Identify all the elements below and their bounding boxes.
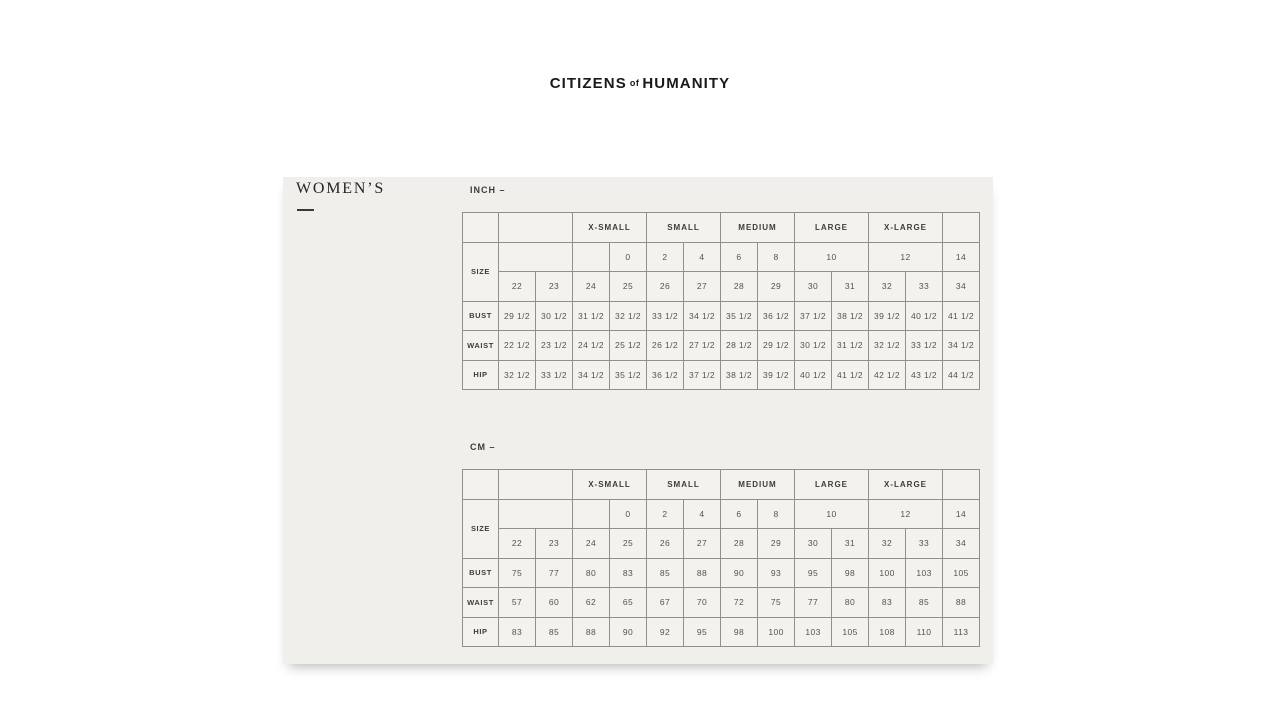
size-group-header: X-SMALL <box>573 213 647 243</box>
waist-value-cell: 67 <box>647 588 684 618</box>
hip-value-cell: 34 1/2 <box>573 360 610 390</box>
size-group-header: LARGE <box>795 470 869 500</box>
numeric-size-cell: 32 <box>869 272 906 302</box>
bust-row-label: BUST <box>463 558 499 588</box>
hip-value-cell: 95 <box>684 617 721 647</box>
numeric-size-cell: 30 <box>795 272 832 302</box>
hip-value-cell: 85 <box>536 617 573 647</box>
bust-value-cell: 35 1/2 <box>721 301 758 331</box>
hip-value-cell: 40 1/2 <box>795 360 832 390</box>
bust-value-cell: 41 1/2 <box>943 301 980 331</box>
bust-value-cell: 30 1/2 <box>536 301 573 331</box>
bust-value-cell: 40 1/2 <box>906 301 943 331</box>
waist-value-cell: 77 <box>795 588 832 618</box>
size-group-header: MEDIUM <box>721 470 795 500</box>
hip-value-cell: 37 1/2 <box>684 360 721 390</box>
bust-value-cell: 103 <box>906 558 943 588</box>
waist-value-cell: 88 <box>943 588 980 618</box>
waist-value-cell: 24 1/2 <box>573 331 610 361</box>
waist-value-cell: 23 1/2 <box>536 331 573 361</box>
numeric-size-cell: 34 <box>943 529 980 559</box>
inch-section-label: INCH – <box>470 185 506 195</box>
hip-row-label: HIP <box>463 617 499 647</box>
size-chart-table <box>462 212 980 390</box>
bust-value-cell: 37 1/2 <box>795 301 832 331</box>
size-group-header: SMALL <box>647 470 721 500</box>
numeric-size-cell: 24 <box>573 529 610 559</box>
size-row-label: SIZE <box>463 242 499 301</box>
waist-value-cell: 34 1/2 <box>943 331 980 361</box>
hip-value-cell: 113 <box>943 617 980 647</box>
bust-value-cell: 36 1/2 <box>758 301 795 331</box>
numeric-size-cell: 22 <box>499 272 536 302</box>
size-group-header: LARGE <box>795 213 869 243</box>
numeric-size-cell: 27 <box>684 272 721 302</box>
empty-group-header <box>499 470 573 500</box>
numeric-size-cell: 28 <box>721 529 758 559</box>
bust-value-cell: 83 <box>610 558 647 588</box>
corner-cell <box>463 213 499 243</box>
logo-word-humanity: HUMANITY <box>642 75 731 92</box>
us-size-cell: 4 <box>684 242 721 272</box>
bust-value-cell: 105 <box>943 558 980 588</box>
waist-value-cell: 80 <box>832 588 869 618</box>
waist-row-label: WAIST <box>463 331 499 361</box>
empty-size-cell <box>499 242 573 272</box>
hip-value-cell: 41 1/2 <box>832 360 869 390</box>
hip-value-cell: 36 1/2 <box>647 360 684 390</box>
us-size-cell: 14 <box>943 242 980 272</box>
us-size-cell: 12 <box>869 242 943 272</box>
waist-value-cell: 72 <box>721 588 758 618</box>
hip-value-cell: 43 1/2 <box>906 360 943 390</box>
us-size-cell: 2 <box>647 499 684 529</box>
bust-value-cell: 32 1/2 <box>610 301 647 331</box>
numeric-size-cell: 32 <box>869 529 906 559</box>
numeric-size-cell: 30 <box>795 529 832 559</box>
hip-value-cell: 98 <box>721 617 758 647</box>
hip-value-cell: 33 1/2 <box>536 360 573 390</box>
waist-value-cell: 75 <box>758 588 795 618</box>
empty-group-header <box>943 470 980 500</box>
numeric-size-cell: 31 <box>832 272 869 302</box>
logo-word-of: of <box>629 77 640 88</box>
bust-value-cell: 31 1/2 <box>573 301 610 331</box>
bust-value-cell: 93 <box>758 558 795 588</box>
hip-value-cell: 92 <box>647 617 684 647</box>
us-size-cell: 0 <box>610 242 647 272</box>
empty-group-header <box>943 213 980 243</box>
empty-size-cell <box>499 499 573 529</box>
logo-word-citizens: CITIZENS <box>549 75 627 92</box>
waist-value-cell: 60 <box>536 588 573 618</box>
us-size-cell: 12 <box>869 499 943 529</box>
us-size-cell: 10 <box>795 242 869 272</box>
category-heading: WOMEN’S <box>296 180 386 197</box>
empty-group-header <box>499 213 573 243</box>
bust-value-cell: 34 1/2 <box>684 301 721 331</box>
numeric-size-cell: 22 <box>499 529 536 559</box>
hip-row-label: HIP <box>463 360 499 390</box>
numeric-size-cell: 26 <box>647 272 684 302</box>
us-size-cell: 0 <box>610 499 647 529</box>
numeric-size-cell: 26 <box>647 529 684 559</box>
waist-value-cell: 85 <box>906 588 943 618</box>
waist-value-cell: 22 1/2 <box>499 331 536 361</box>
bust-value-cell: 100 <box>869 558 906 588</box>
numeric-size-cell: 31 <box>832 529 869 559</box>
bust-value-cell: 98 <box>832 558 869 588</box>
hip-value-cell: 38 1/2 <box>721 360 758 390</box>
numeric-size-cell: 33 <box>906 272 943 302</box>
hip-value-cell: 83 <box>499 617 536 647</box>
waist-value-cell: 62 <box>573 588 610 618</box>
bust-value-cell: 95 <box>795 558 832 588</box>
us-size-cell: 2 <box>647 242 684 272</box>
bust-value-cell: 75 <box>499 558 536 588</box>
waist-value-cell: 29 1/2 <box>758 331 795 361</box>
bust-value-cell: 38 1/2 <box>832 301 869 331</box>
bust-value-cell: 39 1/2 <box>869 301 906 331</box>
us-size-cell: 10 <box>795 499 869 529</box>
inch-size-table <box>462 212 980 390</box>
us-size-cell: 8 <box>758 242 795 272</box>
waist-value-cell: 70 <box>684 588 721 618</box>
numeric-size-cell: 23 <box>536 272 573 302</box>
bust-value-cell: 90 <box>721 558 758 588</box>
cm-section-label: CM – <box>470 442 496 452</box>
hip-value-cell: 42 1/2 <box>869 360 906 390</box>
size-chart-table <box>462 469 980 647</box>
size-group-header: X-LARGE <box>869 470 943 500</box>
waist-value-cell: 26 1/2 <box>647 331 684 361</box>
size-guide-panel <box>283 177 993 664</box>
size-group-header: X-LARGE <box>869 213 943 243</box>
numeric-size-cell: 25 <box>610 272 647 302</box>
hip-value-cell: 44 1/2 <box>943 360 980 390</box>
bust-row-label: BUST <box>463 301 499 331</box>
us-size-cell: 14 <box>943 499 980 529</box>
numeric-size-cell: 29 <box>758 529 795 559</box>
waist-value-cell: 28 1/2 <box>721 331 758 361</box>
hip-value-cell: 100 <box>758 617 795 647</box>
corner-cell <box>463 470 499 500</box>
numeric-size-cell: 28 <box>721 272 758 302</box>
bust-value-cell: 85 <box>647 558 684 588</box>
bust-value-cell: 80 <box>573 558 610 588</box>
us-size-cell: 6 <box>721 242 758 272</box>
waist-row-label: WAIST <box>463 588 499 618</box>
waist-value-cell: 83 <box>869 588 906 618</box>
empty-size-cell <box>573 499 610 529</box>
size-group-header: MEDIUM <box>721 213 795 243</box>
hip-value-cell: 103 <box>795 617 832 647</box>
size-group-header: SMALL <box>647 213 721 243</box>
hip-value-cell: 39 1/2 <box>758 360 795 390</box>
waist-value-cell: 65 <box>610 588 647 618</box>
hip-value-cell: 108 <box>869 617 906 647</box>
waist-value-cell: 57 <box>499 588 536 618</box>
numeric-size-cell: 25 <box>610 529 647 559</box>
bust-value-cell: 33 1/2 <box>647 301 684 331</box>
cm-size-table <box>462 469 980 647</box>
empty-size-cell <box>573 242 610 272</box>
hip-value-cell: 90 <box>610 617 647 647</box>
us-size-cell: 8 <box>758 499 795 529</box>
waist-value-cell: 31 1/2 <box>832 331 869 361</box>
numeric-size-cell: 33 <box>906 529 943 559</box>
brand-logo <box>0 75 1280 92</box>
waist-value-cell: 30 1/2 <box>795 331 832 361</box>
numeric-size-cell: 24 <box>573 272 610 302</box>
hip-value-cell: 110 <box>906 617 943 647</box>
numeric-size-cell: 29 <box>758 272 795 302</box>
size-row-label: SIZE <box>463 499 499 558</box>
waist-value-cell: 33 1/2 <box>906 331 943 361</box>
waist-value-cell: 32 1/2 <box>869 331 906 361</box>
size-group-header: X-SMALL <box>573 470 647 500</box>
hip-value-cell: 105 <box>832 617 869 647</box>
heading-underline <box>297 209 314 211</box>
hip-value-cell: 88 <box>573 617 610 647</box>
us-size-cell: 6 <box>721 499 758 529</box>
numeric-size-cell: 34 <box>943 272 980 302</box>
hip-value-cell: 35 1/2 <box>610 360 647 390</box>
bust-value-cell: 29 1/2 <box>499 301 536 331</box>
us-size-cell: 4 <box>684 499 721 529</box>
bust-value-cell: 88 <box>684 558 721 588</box>
numeric-size-cell: 23 <box>536 529 573 559</box>
numeric-size-cell: 27 <box>684 529 721 559</box>
waist-value-cell: 25 1/2 <box>610 331 647 361</box>
hip-value-cell: 32 1/2 <box>499 360 536 390</box>
waist-value-cell: 27 1/2 <box>684 331 721 361</box>
bust-value-cell: 77 <box>536 558 573 588</box>
